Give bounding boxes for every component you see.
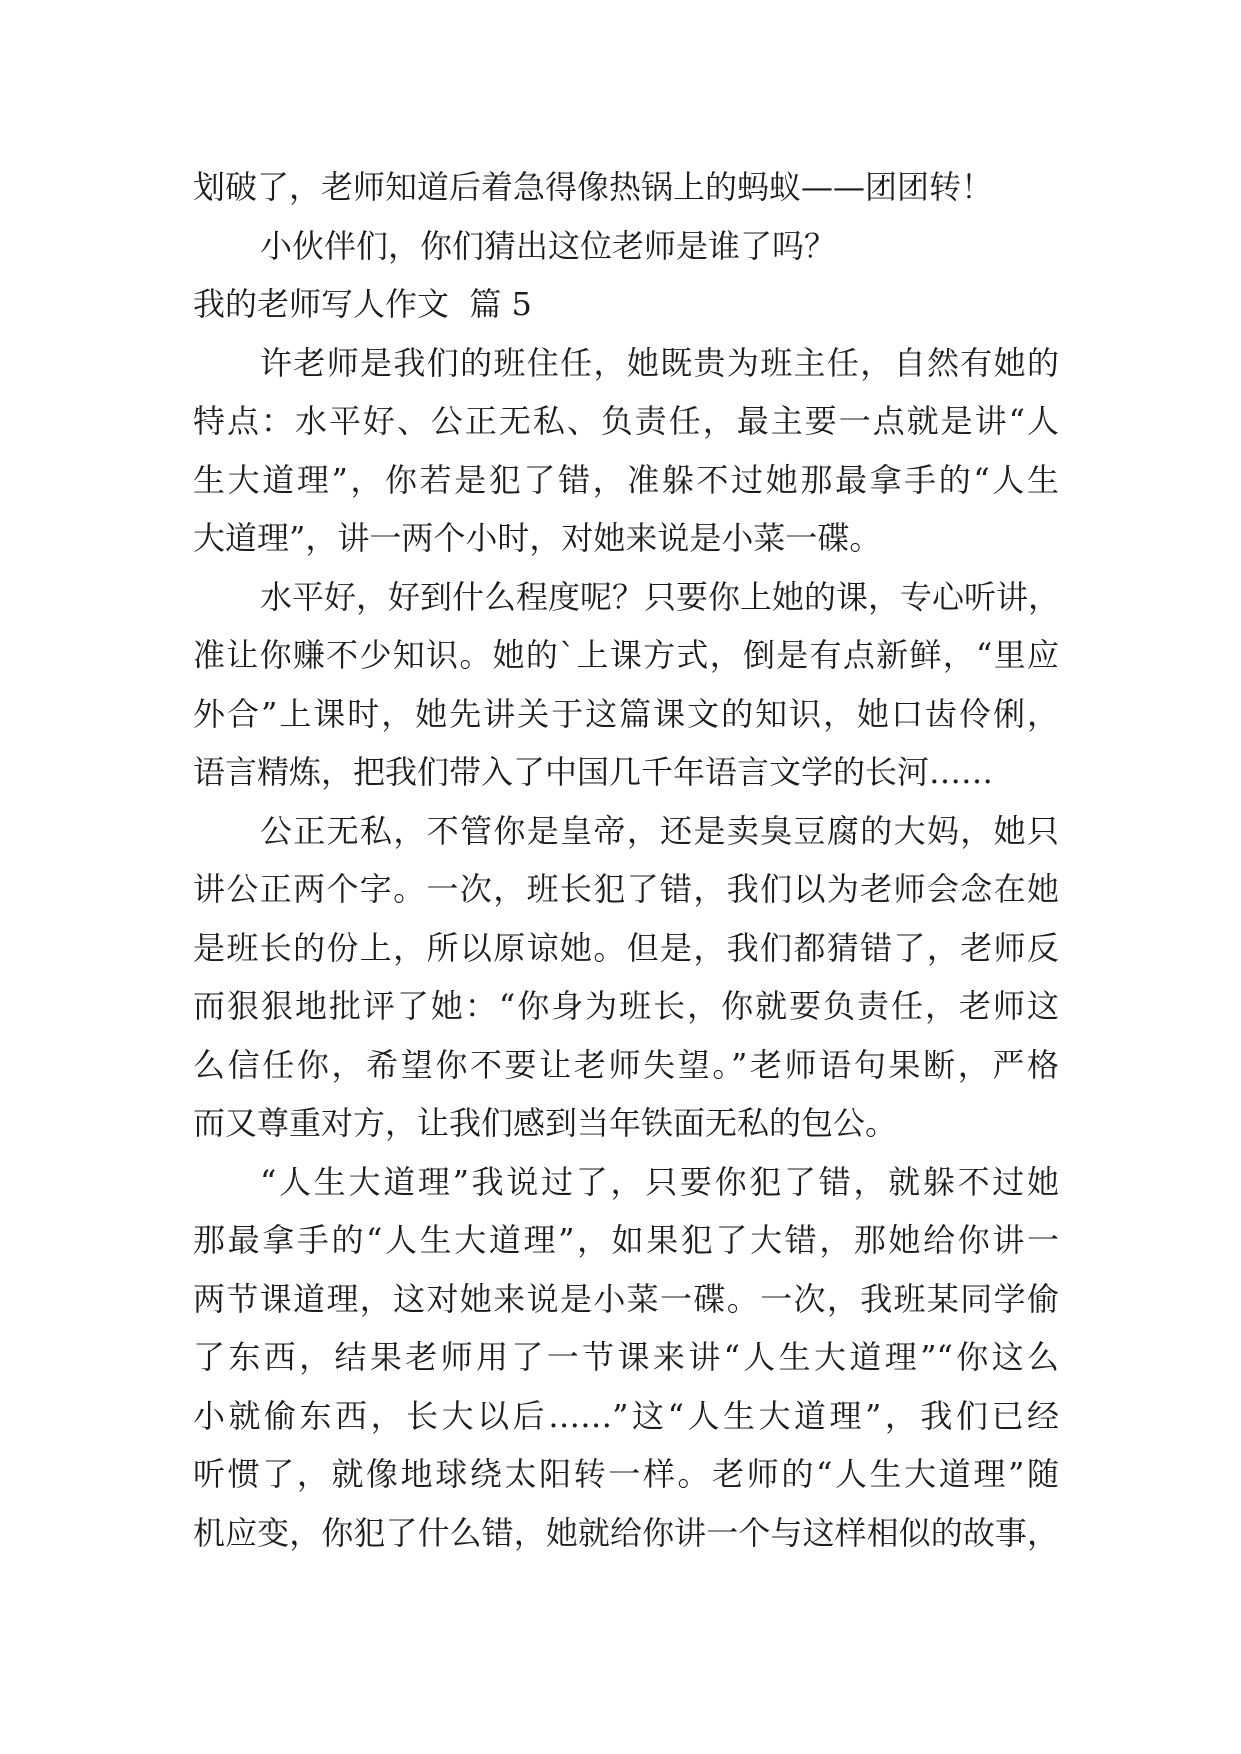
text-line: 许老师是我们的班住任，她既贵为班主任，自然有她的 <box>260 343 1059 382</box>
section-heading: 我的老师写人作文 篇 5 <box>193 285 532 323</box>
text-line: 么信任你，希望你不要让老师失望。”老师语句果断，严格 <box>193 1045 1059 1084</box>
text-line: 是班长的份上，所以原谅她。但是，我们都猜错了，老师反 <box>193 928 1059 967</box>
text-line: 生大道理”，你若是犯了错，准躲不过她那最拿手的“人生 <box>193 460 1059 499</box>
text-line: 大道理”，讲一两个小时，对她来说是小菜一碟。 <box>193 519 882 557</box>
text-line: 而又尊重对方，让我们感到当年铁面无私的包公。 <box>193 1104 898 1142</box>
text-line: 准让你赚不少知识。她的`上课方式，倒是有点新鲜，“里应 <box>193 636 1059 674</box>
text-line: 公正无私，不管你是皇帝，还是卖臭豆腐的大妈，她只 <box>260 811 1059 850</box>
text-line: 水平好，好到什么程度呢？只要你上她的课，专心听讲， <box>260 577 1061 616</box>
text-line: 语言精炼，把我们带入了中国几千年语言文学的长河…… <box>193 753 994 791</box>
text-line: 机应变，你犯了什么错，她就给你讲一个与这样相似的故事， <box>193 1513 1059 1552</box>
text-line: 两节课道理，这对她来说是小菜一碟。一次，我班某同学偷 <box>193 1279 1059 1318</box>
text-line: “人生大道理”我说过了，只要你犯了错，就躲不过她 <box>260 1162 1059 1201</box>
text-line: 小就偷东西，长大以后……”这“人生大道理”，我们已经 <box>193 1396 1059 1435</box>
text-line: 那最拿手的“人生大道理”，如果犯了大错，那她给你讲一 <box>193 1221 1059 1259</box>
text-line: 而狠狠地批评了她：“你身为班长，你就要负责任，老师这 <box>193 987 1059 1025</box>
text-line: 特点：水平好、公正无私、负责任，最主要一点就是讲“人 <box>193 402 1059 440</box>
text-line: 划破了，老师知道后着急得像热锅上的蚂蚁——团团转！ <box>193 168 994 206</box>
text-line: 讲公正两个字。一次，班长犯了错，我们以为老师会念在她 <box>193 870 1059 908</box>
text-line: 了东西，结果老师用了一节课来讲“人生大道理”“你这么 <box>193 1338 1059 1376</box>
document-body <box>193 158 1059 1562</box>
text-line: 外合”上课时，她先讲关于这篇课文的知识，她口齿伶俐， <box>193 694 1059 733</box>
text-line: 小伙伴们，你们猜出这位老师是谁了吗？ <box>260 226 837 265</box>
text-line: 听惯了，就像地球绕太阳转一样。老师的“人生大道理”随 <box>193 1455 1059 1493</box>
